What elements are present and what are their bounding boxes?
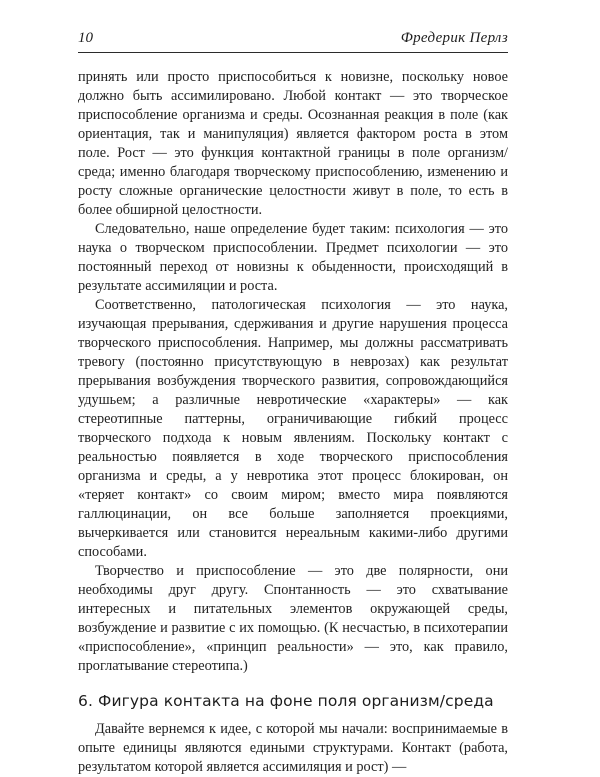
page-body (78, 68, 508, 777)
paragraph-pathology: Соответственно, патологическая психология — это наука, изучающая прерывания, сдерживания и другие нарушения процесса творческого приспособления. Например, мы должны рассматривать тревогу (постоянно присутствующую в неврозах) как результат прерывания возбуждения творческого развития, сопровождающийся удушьем; а различные невротические «характеры» — как стереотипные паттерны, ограничивающие гибкий процесс творческого подхода к новым явлениям. Поскольку контакт с реальностью появляется в ходе творческого приспособления организма и среды, а у невротика этот процесс блокирован, он «теряет контакт» со своим миром; вместо мира появляются галлюцинации, он все больше заполняется проекциями, вычеркивается или становится нереальным какими-либо другими способами. (78, 297, 508, 560)
section-heading: 6. Фигура контакта на фоне поля организм/среда (78, 692, 494, 710)
paragraph-definition: Следовательно, наше определение будет таким: психология — это наука о творческом приспособлении. Предмет психологии — это постоянный переход от новизны к обыденности, происходящий в результате ассимиляции и роста. (78, 221, 508, 294)
paragraph-creativity: Творчество и приспособление — это две полярности, они необходимы друг другу. Спонтанность — это схватывание интересных и питательных элементов окружающей среды, возбуждение и развитие с их помощью. (К несчастью, в психотерапии «приспособление», «принцип реальности» — это, как правило, проглатывание стереотипа.) (78, 563, 508, 674)
page-number: 10 (78, 30, 93, 46)
running-title: Фредерик Перлз (400, 30, 508, 46)
header-rule (78, 52, 508, 53)
paragraph-continuation: принять или просто приспособиться к новизне, поскольку новое должно быть ассимилировано. Любой контакт — это творческое приспособление организма и среды. Осознанная реакция в поле (как ориентация, так и манипуляция) является фактором роста в этом поле. Рост — это функция контактной границы в поле организм/среда; именно благодаря творческому приспособлению, изменению и росту сложные органические целостности живут в поле, то есть в более обширной целостности. (78, 69, 508, 218)
page-header (78, 24, 508, 54)
paragraph-section-start: Давайте вернемся к идее, с которой мы начали: воспринимаемые в опыте единицы являются едиными структурами. Контакт (работа, результатом которой является ассимиляция и рост) — (78, 721, 508, 775)
